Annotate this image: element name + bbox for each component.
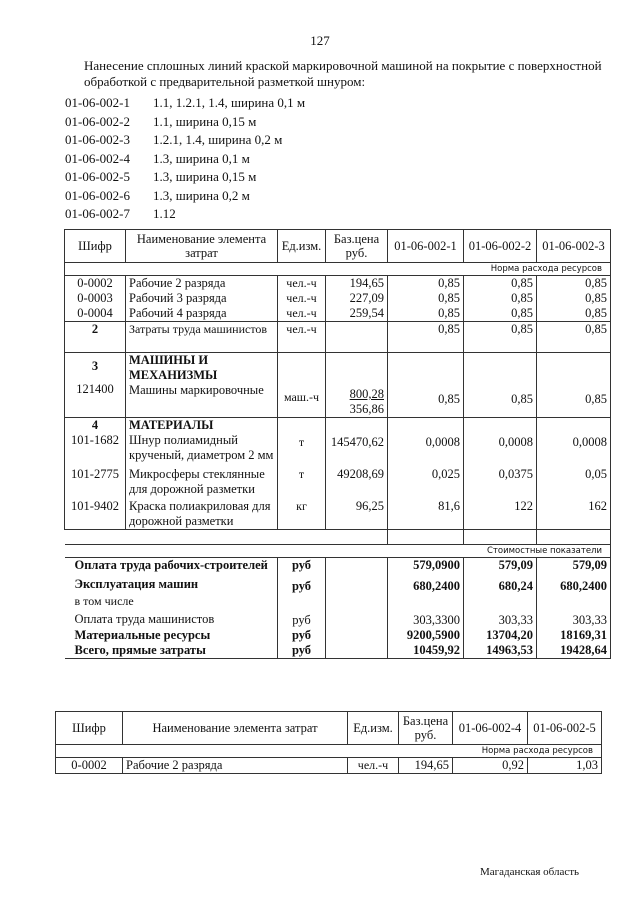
- code: 01-06-002-6: [65, 187, 130, 203]
- table-row: [65, 497, 611, 530]
- code: 01-06-002-1: [65, 95, 130, 110]
- code-desc: 1.1, 1.2.1, 1.4, ширина 0,1 м: [153, 95, 306, 110]
- cell-unit: кг: [278, 497, 326, 530]
- cell-code: 0-0003: [65, 291, 126, 306]
- table-header-row: [56, 712, 602, 745]
- cell-price: 259,54: [326, 306, 388, 322]
- cost-value: 579,09: [537, 558, 611, 574]
- cost-value: 9200,5900: [388, 628, 464, 643]
- cell-unit: чел.-ч: [278, 306, 326, 322]
- cost-row: [65, 609, 611, 628]
- cell-price: 49208,69: [326, 463, 388, 497]
- norm-label-row: [56, 745, 602, 758]
- cost-value: 14963,53: [464, 643, 537, 659]
- section-intro: Нанесение сплошных линий краской маркировочной машиной на покрытие с поверхностной обработкой с предварительной разметкой шнуром:: [84, 58, 602, 89]
- cell-name: Рабочий 4 разряда: [126, 306, 278, 322]
- code-desc: 1.3, ширина 0,1 м: [153, 150, 250, 166]
- cell-value: 0,025: [388, 463, 464, 497]
- table-row: [65, 276, 611, 292]
- cell-value: 0,85: [537, 306, 611, 322]
- item-code: 101-1682: [71, 433, 119, 447]
- code-list: [65, 94, 305, 224]
- cell-value: 0,85: [388, 291, 464, 306]
- cost-label: Стоимостные показатели: [65, 545, 611, 558]
- cell-unit: чел.-ч: [278, 322, 326, 353]
- cell-value: 0,85: [464, 306, 537, 322]
- code: 01-06-002-4: [65, 150, 130, 166]
- cost-value: 13704,20: [464, 628, 537, 643]
- cell-code: 0-0004: [65, 306, 126, 322]
- section-title: МАШИНЫ И МЕХАНИЗМЫ: [129, 353, 218, 382]
- header-cell: Наименование элемента затрат: [126, 230, 278, 263]
- cell-name: Краска полиакриловая для дорожной разметки: [126, 497, 278, 530]
- header-cell: Наименование элемента затрат: [123, 712, 348, 745]
- cell-value: 0,85: [537, 291, 611, 306]
- cell-name: [126, 418, 278, 464]
- cell-value: 0,0375: [464, 463, 537, 497]
- cost-unit: руб: [278, 628, 326, 643]
- norm-label-row: [65, 263, 611, 276]
- section-number: 3: [91, 359, 99, 373]
- code-desc: 1.1, ширина 0,15 м: [153, 113, 257, 129]
- header-cell: 01-06-002-5: [528, 712, 602, 745]
- cell-price: 227,09: [326, 291, 388, 306]
- cell-price: [326, 353, 388, 418]
- cell-value: 0,85: [388, 276, 464, 292]
- cell-price: 194,65: [399, 758, 453, 774]
- cell-unit: чел.-ч: [348, 758, 399, 774]
- cost-value: 10459,92: [388, 643, 464, 659]
- table-row: [65, 306, 611, 322]
- header-cell: Баз.цена руб.: [399, 712, 453, 745]
- code-desc: 1.3, ширина 0,15 м: [153, 169, 257, 184]
- code: 01-06-002-3: [65, 132, 130, 147]
- cell-value: 0,85: [537, 322, 611, 353]
- header-cell: 01-06-002-2: [464, 230, 537, 263]
- footer-region: Магаданская область: [480, 866, 580, 878]
- cell-unit: т: [278, 463, 326, 497]
- cell-price: 145470,62: [326, 418, 388, 464]
- cell-price: [326, 322, 388, 353]
- cell-value: 0,85: [388, 322, 464, 353]
- cell-value: 0,85: [464, 322, 537, 353]
- norm-label: Норма расхода ресурсов: [56, 745, 602, 758]
- cell-value: 0,92: [453, 758, 528, 774]
- cost-value: 680,2400: [537, 573, 611, 594]
- cost-name: в том числе: [65, 594, 278, 609]
- cost-unit: руб: [278, 609, 326, 628]
- cell-code: [65, 418, 126, 464]
- code-list-item: [65, 205, 305, 224]
- cell-value: 0,0008: [537, 418, 611, 464]
- cell-price: 96,25: [326, 497, 388, 530]
- cell-name: Рабочий 3 разряда: [126, 291, 278, 306]
- cost-name: Материальные ресурсы: [65, 628, 278, 643]
- item-name: Машины маркировочные: [129, 383, 264, 397]
- header-cell: Шифр: [56, 712, 123, 745]
- cost-unit: руб: [278, 558, 326, 574]
- cost-label-row: [65, 545, 611, 558]
- section-row-machines: [65, 353, 611, 418]
- header-cell: Баз.цена руб.: [326, 230, 388, 263]
- cost-unit: руб: [278, 643, 326, 659]
- code-list-item: [65, 131, 305, 150]
- section-title: МАТЕРИАЛЫ: [129, 418, 214, 432]
- code-list-item: [65, 150, 305, 169]
- code-desc: 1.12: [153, 206, 176, 221]
- price-bottom: 356,86: [349, 402, 384, 416]
- cell-value: 0,85: [388, 353, 464, 418]
- cell-value: 0,85: [537, 353, 611, 418]
- cell-unit: маш.-ч: [278, 353, 326, 418]
- header-cell: Шифр: [65, 230, 126, 263]
- cost-unit: руб: [278, 573, 326, 594]
- section-number: 4: [91, 418, 99, 432]
- cost-value: 19428,64: [537, 643, 611, 659]
- cost-row-total: [65, 643, 611, 659]
- header-cell: 01-06-002-4: [453, 712, 528, 745]
- code: 01-06-002-2: [65, 113, 130, 129]
- cell-value: 0,85: [464, 291, 537, 306]
- cell-value: 1,03: [528, 758, 602, 774]
- spacer-row: [65, 530, 611, 545]
- cell-value: 0,05: [537, 463, 611, 497]
- cell-name: Микросферы стеклянные для дорожной разметки: [126, 463, 278, 497]
- price-top: 800,28: [349, 387, 384, 401]
- cell-value: 81,6: [388, 497, 464, 530]
- cost-value: 579,0900: [388, 558, 464, 574]
- cell-value: 0,85: [388, 306, 464, 322]
- code-desc: 1.3, ширина 0,2 м: [153, 187, 250, 203]
- cell-value: 0,85: [537, 276, 611, 292]
- table-row: [56, 758, 602, 774]
- item-name: Шнур полиамидный крученый, диаметром 2 мм: [129, 433, 274, 462]
- code-list-item: [65, 168, 305, 187]
- code-desc: 1.2.1, 1.4, ширина 0,2 м: [153, 132, 283, 147]
- cost-row: [65, 558, 611, 574]
- header-cell: Ед.изм.: [278, 230, 326, 263]
- cost-name: Оплата труда машинистов: [65, 609, 278, 628]
- cost-value: 303,33: [537, 609, 611, 628]
- cell-unit: чел.-ч: [278, 291, 326, 306]
- cost-value: 680,24: [464, 573, 537, 594]
- cell-price: 194,65: [326, 276, 388, 292]
- cell-name: [126, 353, 278, 418]
- table-row: [65, 291, 611, 306]
- cell-name: Затраты труда машинистов: [126, 322, 278, 353]
- cost-value: 579,09: [464, 558, 537, 574]
- cell-unit: чел.-ч: [278, 276, 326, 292]
- cost-value: 303,3300: [388, 609, 464, 628]
- resource-table-1: [64, 229, 611, 659]
- code-list-item: [65, 94, 305, 113]
- cell-value: 0,85: [464, 353, 537, 418]
- cell-code: 0-0002: [65, 276, 126, 292]
- table-row: [65, 463, 611, 497]
- table-header-row: [65, 230, 611, 263]
- cell-name: Рабочие 2 разряда: [123, 758, 348, 774]
- header-cell: 01-06-002-1: [388, 230, 464, 263]
- section-row-machinist-labor: [65, 322, 611, 353]
- cell-value: 0,0008: [464, 418, 537, 464]
- code-list-item: [65, 187, 305, 206]
- cell-value: 122: [464, 497, 537, 530]
- cost-name: Оплата труда рабочих-строителей: [65, 558, 278, 574]
- cell-unit: т: [278, 418, 326, 464]
- section-row-materials: [65, 418, 611, 464]
- cell-code: 101-2775: [65, 463, 126, 497]
- norm-label: Норма расхода ресурсов: [65, 263, 611, 276]
- cell-value: 0,0008: [388, 418, 464, 464]
- cell-code: 0-0002: [56, 758, 123, 774]
- code: 01-06-002-7: [65, 206, 130, 221]
- cost-row: [65, 573, 611, 594]
- cell-value: 162: [537, 497, 611, 530]
- cell-name: Рабочие 2 разряда: [126, 276, 278, 292]
- cost-value: 18169,31: [537, 628, 611, 643]
- cost-name: Всего, прямые затраты: [65, 643, 278, 659]
- cost-row: [65, 628, 611, 643]
- cost-row: [65, 594, 611, 609]
- page-number: 127: [310, 33, 330, 48]
- item-code: 121400: [76, 382, 114, 396]
- cost-value: 680,2400: [388, 573, 464, 594]
- cell-code: 2: [65, 322, 126, 353]
- cell-value: 0,85: [464, 276, 537, 292]
- code-list-item: [65, 113, 305, 132]
- cell-code: 101-9402: [65, 497, 126, 530]
- code: 01-06-002-5: [65, 169, 130, 184]
- header-cell: Ед.изм.: [348, 712, 399, 745]
- cell-code: [65, 353, 126, 418]
- cost-value: 303,33: [464, 609, 537, 628]
- cost-name: Эксплуатация машин: [65, 573, 278, 594]
- header-cell: 01-06-002-3: [537, 230, 611, 263]
- resource-table-2: [55, 711, 602, 774]
